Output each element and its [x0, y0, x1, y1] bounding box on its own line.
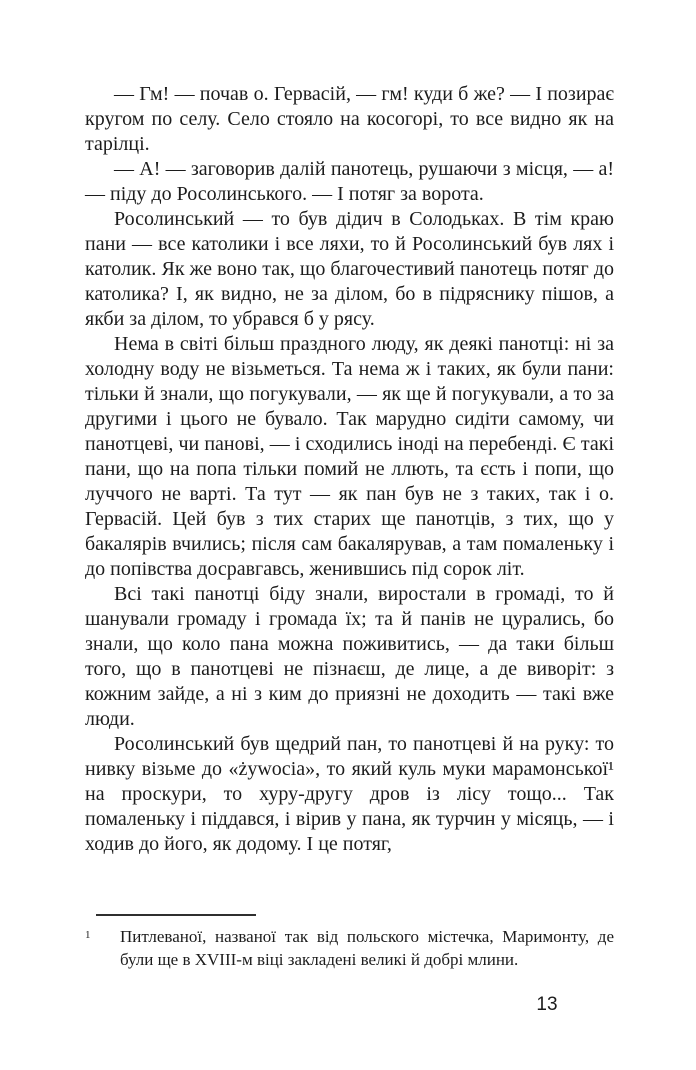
footnote-marker: 1	[85, 929, 91, 941]
paragraph: — Гм! — почав о. Гервасій, — гм! куди б же? — І позирає кругом по селу. Село стояло на косогорі, то все видно як на тарілці.	[85, 83, 614, 155]
paragraph: Росолинський був щедрий пан, то панотцеві й на руку: то нивку візьме до «żywocia», то який куль муки марамонської¹ на проскури, то хуру-другу дров із лісу тощо... Так помаленьку і піддався, і вірив у пана, як турчин у місяць, — і ходив до його, як додому. І це потяг,	[85, 733, 614, 855]
paragraph: Росолинський — то був дідич в Солодьках. В тім краю пани — все католики і все ляхи, то й Росолинський був лях і католик. Як же воно так, що благочестивий панотець потяг до католика? І, як видно, не за ділом, бо в підряснику пішов, а якби за ділом, то убрався б у рясу.	[85, 208, 614, 330]
footnote-text: Питлеваної, названої так від польского містечка, Маримонту, де були ще в XVIII-м віці закладені великі й добрі млини.	[120, 927, 614, 969]
footnote-divider	[96, 914, 256, 916]
page-number: 13	[536, 994, 558, 1015]
footnote	[85, 914, 614, 971]
body-text	[85, 82, 614, 857]
paragraph: Всі такі панотці біду знали, виростали в громаді, то й шанували громаду і громада їх; та й панів не цурались, бо знали, що коло пана можна поживитись, — да таки більш того, що в панотцеві не пізнаєш, де лице, а де виворіт: з кожним зайде, а ні з ким до приязні не доходить — такі вже люди.	[85, 583, 614, 730]
paragraph: — А! — заговорив далій панотець, рушаючи з місця, — а! — піду до Росолинського. — І потяг за ворота.	[85, 158, 614, 205]
paragraph: Нема в світі більш праздного люду, як деякі панотці: ні за холодну воду не візьметься. Та нема ж і таких, як були пани: тільки й знали, що погукували, — як ще й погукували, а то за другими і цього не бувало. Так марудно сидіти самому, чи панотцеві, чи панові, — і сходились іноді на перебенді. Є такі пани, що на попа тільки помий не ллють, та єсть і попи, що луччого не варті. Та тут — як пан був не з таких, так і о. Гервасій. Цей був з тих старих ще панотців, з тих, що у бакалярів вчились; після сам бакалярував, а там помаленьку і до попівства досравгавсь, женившись під сорок літ.	[85, 333, 614, 580]
footnote-entry	[85, 925, 614, 971]
